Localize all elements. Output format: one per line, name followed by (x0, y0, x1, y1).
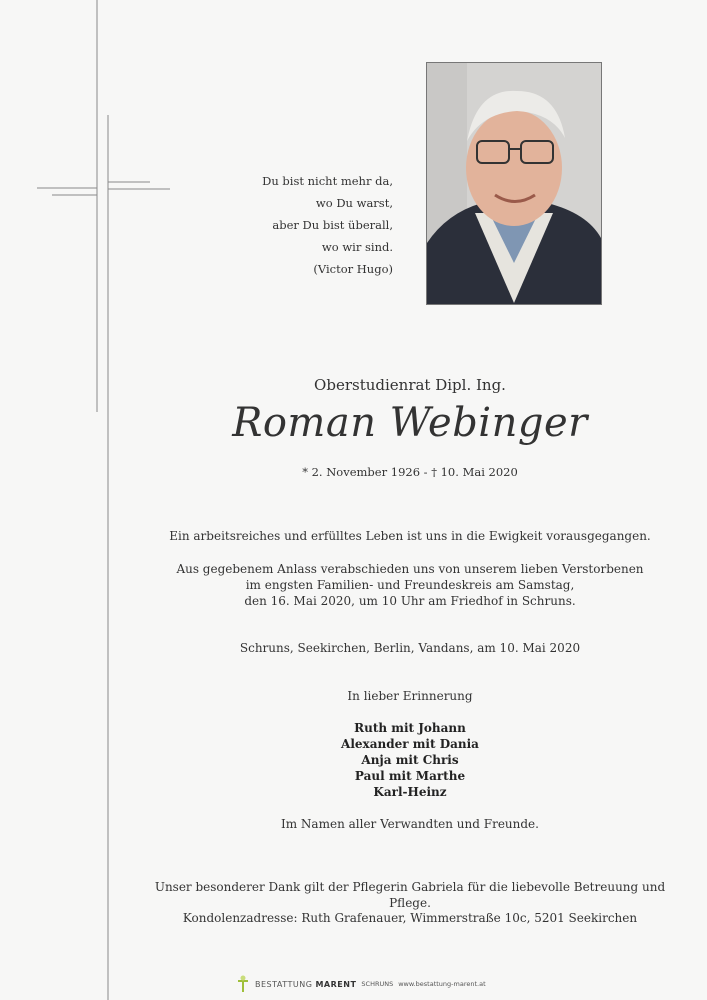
funeral-home-footer (236, 974, 536, 994)
family-member: Ruth mit Johann (354, 721, 466, 735)
family-member: Anja mit Chris (361, 753, 459, 767)
announcement-line: den 16. Mai 2020, um 10 Uhr am Friedhof in Schruns. (244, 594, 576, 608)
academic-title: Oberstudienrat Dipl. Ing. (314, 376, 506, 394)
memory-heading: In lieber Erinnerung (347, 689, 473, 703)
funeral-home-logo-icon (236, 975, 250, 993)
company-label: BESTATTUNG (255, 979, 313, 989)
funeral-home-url[interactable]: www.bestattung-marent.at (398, 980, 486, 988)
funeral-announcement (160, 561, 660, 609)
announcement-line: im engsten Familien- und Freundeskreis am Samstag, (245, 578, 575, 592)
brand-label: MARENT (315, 979, 357, 989)
portrait-photo (426, 62, 602, 305)
family-list (160, 720, 660, 800)
quote-line: wo Du warst, (315, 196, 393, 210)
quote-line: Du bist nicht mehr da, (262, 174, 393, 188)
deceased-name: Roman Webinger (232, 400, 588, 446)
funeral-home-company (255, 980, 356, 989)
intro-text: Ein arbeitsreiches und erfülltes Leben ist uns in die Ewigkeit vorausgegangen. (169, 529, 651, 543)
life-dates: * 2. November 1926 - † 10. Mai 2020 (302, 465, 518, 479)
cross-icon (0, 0, 180, 1000)
funeral-home-town: SCHRUNS (361, 980, 394, 988)
quote-line: wo wir sind. (321, 240, 393, 254)
family-member: Alexander mit Dania (341, 737, 479, 751)
quote-line: aber Du bist überall, (272, 218, 393, 232)
relatives-note: Im Namen aller Verwandten und Freunde. (281, 817, 539, 831)
quote-block (173, 170, 393, 280)
place-and-date: Schruns, Seekirchen, Berlin, Vandans, am 10. Mai 2020 (239, 641, 581, 655)
announcement-line: Aus gegebenem Anlass verabschieden uns von unserem lieben Verstorbenen (176, 562, 644, 576)
condolence-address: Kondolenzadresse: Ruth Grafenauer, Wimmerstraße 10c, 5201 Seekirchen (182, 911, 638, 925)
quote-author: (Victor Hugo) (313, 262, 393, 276)
thanks-note: Unser besonderer Dank gilt der Pflegerin Gabriela für die liebevolle Betreuung und Pflege. (154, 880, 666, 910)
family-member: Paul mit Marthe (354, 769, 466, 783)
family-member: Karl-Heinz (373, 785, 447, 799)
